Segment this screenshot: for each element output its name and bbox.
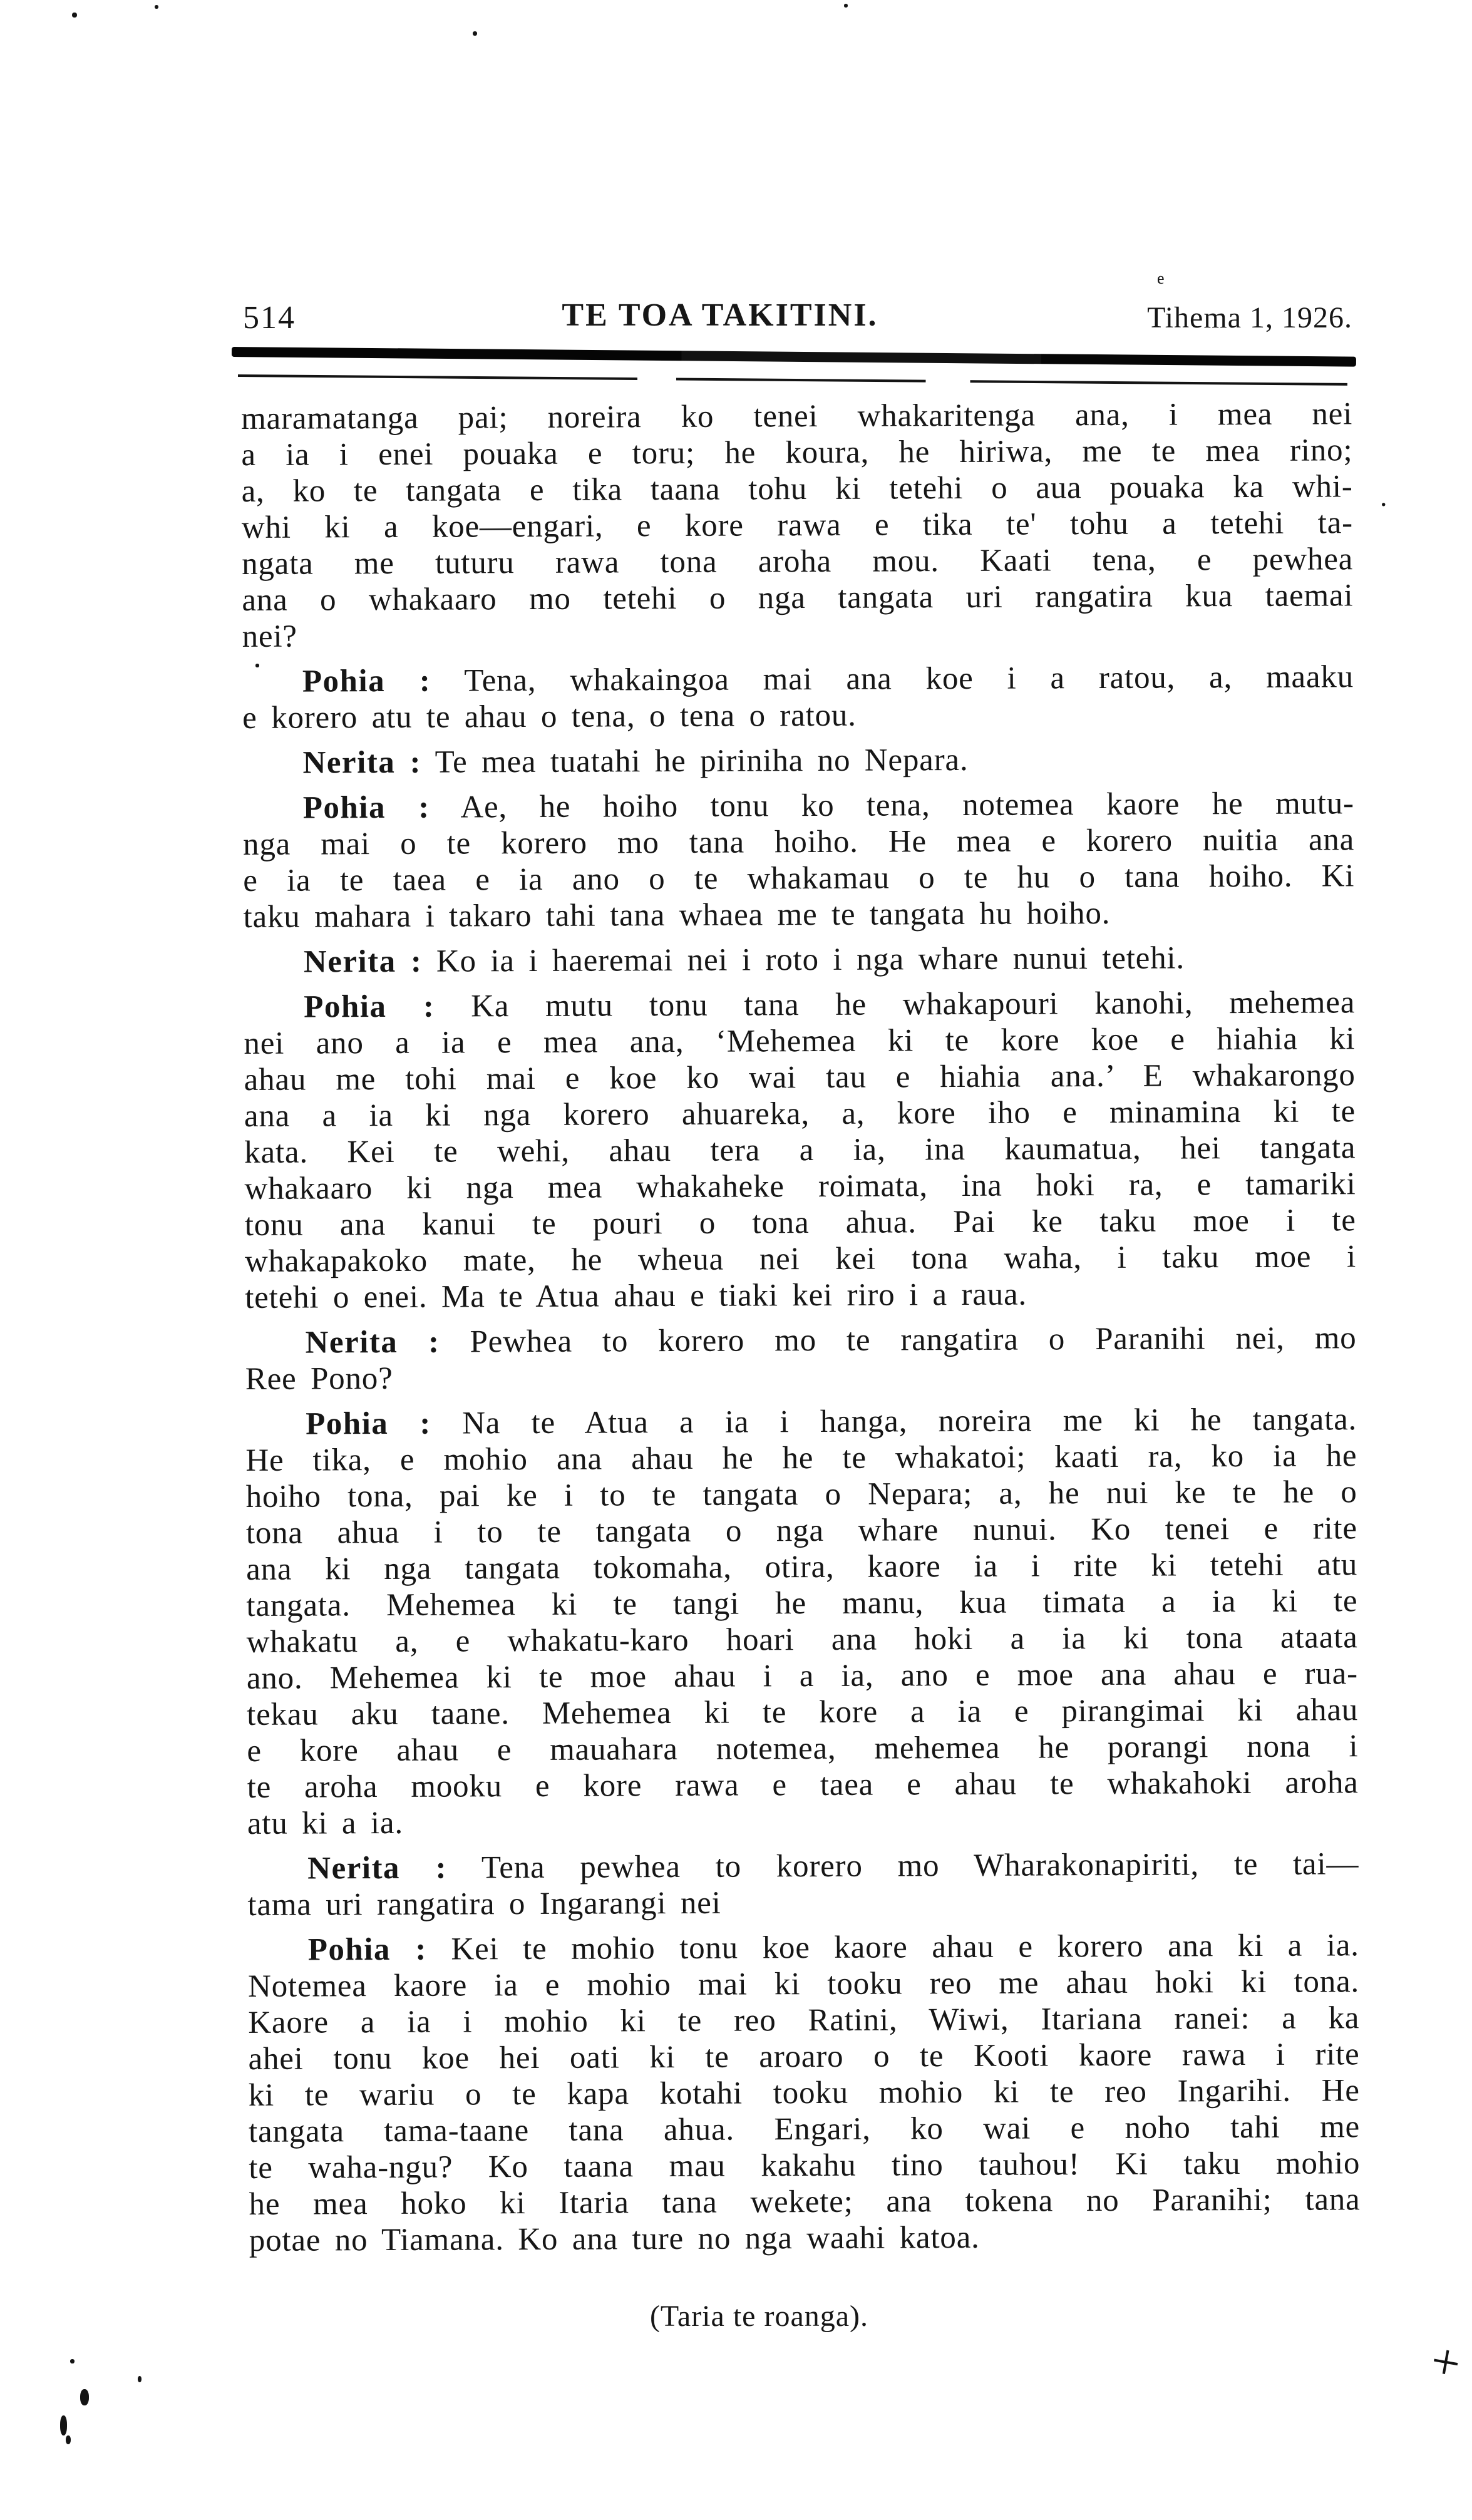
stray-period: . [1380,480,1387,512]
text-line: maramatanga pai; noreira ko tenei whakaritenga ana, i mea nei [241,396,1353,436]
text-line: hoiho tona, pai ke i to te tangata o Nepara; a, he nui ke te he o [245,1474,1357,1515]
text-line: ana o whakaaro mo tetehi o nga tangata uri rangatira kua taemai [242,578,1354,618]
text-line: ano. Mehemea ki te moe ahau i a ia, ano e moe ana ahau e rua- [246,1656,1359,1696]
text-line: Nerita : Pewhea to korero mo te rangatira o Paranihi nei, mo [305,1320,1357,1360]
text-line: whakaaro ki nga mea whakaheke roimata, ina hoki ra, e tamariki [244,1166,1356,1206]
text-line: nei? [242,619,297,654]
stray-letter-e: e [1157,269,1165,287]
header-rule-thick [232,347,1356,367]
speaker-label: Pohia : [302,789,430,826]
speaker-label: Pohia : [307,1931,427,1968]
speaker-label: Nerita : [302,744,422,781]
header-rule-thin [238,374,1347,386]
paragraph [243,785,1355,935]
text-line: Nerita : Ko ia i haeremai nei i roto i nga whare nunui tetehi. [303,940,1185,980]
article-body [241,396,1361,2268]
ink-speck [473,31,477,36]
ink-speck [70,2359,75,2363]
continuation-note: (Taria te roanga). [649,2300,869,2333]
text-line: e korero atu te ahau o tena, o tena o ratou. [242,697,857,736]
text-line: taku mahara i takaro tahi tana whaea me te tangata hu hoiho. [243,895,1111,935]
text-line: nga mai o te korero mo tana hoiho. He mea e korero nuitia ana [242,822,1355,862]
text-line: tetehi o enei. Ma te Atua ahau e tiaki kei riro i a raua. [245,1277,1027,1315]
speaker-label: Nerita : [305,1324,440,1360]
text-line: tona ahua i to te tangata o nga whare nunui. Ko tenei e rite [245,1511,1357,1551]
paragraph [244,939,1355,980]
text-line: tangata. Mehemea ki te tangi he manu, kua timata a ia ki te [246,1583,1358,1623]
text-line: te waha-ngu? Ko taana mau kakahu tino tauhou! Ki taku mohio [249,2146,1361,2186]
text-line: Ree Pono? [245,1360,393,1397]
text-line: whi ki a koe—engari, e kore rawa e tika te' tohu a tetehi ta- [241,505,1353,545]
speaker-label: Pohia : [304,989,435,1025]
text-line: a ia i enei pouaka e toru; he koura, he hiriwa, me te mea rino; [241,433,1353,473]
paragraph [245,1401,1359,1842]
text-line: Pohia : Ka mutu tonu tana he whakapouri kanohi, mehemea [304,985,1356,1025]
text-line: Kaore a ia i mohio ki te reo Ratini, Wiwi, Itariana ranei: a ka [248,2000,1360,2040]
text-line: Notemea kaore ia e mohio mai ki tooku reo me ahau hoki ki tona. [247,1964,1360,2004]
text-line: ana ki nga tangata tokomaha, otira, kaore ia i rite ki tetehi atu [246,1547,1358,1587]
text-line: tekau aku taane. Mehemea ki te kore a ia e pirangimai ki ahau [247,1692,1359,1732]
paragraph [247,1846,1359,1923]
paragraph [245,1320,1356,1397]
text-line: a, ko te tangata e tika taana tohu ki tetehi o aua pouaka ka whi- [241,469,1353,509]
text-line: potae no Tiamana. Ko ana ture no nga waahi katoa. [249,2219,980,2258]
paragraph [244,984,1356,1316]
issue-date: Tihema 1, 1926. [1147,301,1352,334]
ink-speck [60,2415,67,2435]
speaker-label: Nerita : [303,944,423,980]
text-line: e ia te taea e ia ano o te whakamau o te hu o tana hoiho. Ki [243,858,1355,898]
ink-speck [138,2376,142,2382]
text-line: whakatu a, e whakatu-karo hoari ana hoki a ia ki tona ataata [246,1620,1358,1660]
ink-speck [66,2435,71,2444]
text-line: tonu ana kanui te pouri o tona ahua. Pai ke taku moe i te [244,1203,1356,1243]
text-line: Pohia : Ae, he hoiho tonu ko tena, notemea kaore he mutu- [302,786,1354,826]
pen-cross-mark: + [1426,2331,1465,2393]
ink-speck [80,2389,89,2405]
text-line: Nerita : Te mea tuatahi he piriniha no Nepara. [302,742,969,781]
text-line: Nerita : Tena pewhea to korero mo Wharakonapiriti, te tai— [307,1846,1359,1886]
text-line: ki te wariu o te kapa kotahi tooku mohio ki te reo Ingarihi. He [248,2073,1360,2113]
paragraph [242,740,1354,781]
text-line: e kore ahau e mauahara notemea, mehemea he porangi nona i [247,1729,1359,1769]
text-line: Pohia : Kei te mohio tonu koe kaore ahau e korero ana ki a ia. [307,1928,1359,1968]
journal-title: TE TOA TAKITINI. [562,297,878,333]
text-line: ahei tonu koe hei oati ki te aroaro o te Kooti kaore rawa i rite [248,2037,1360,2077]
ink-speck [155,5,158,9]
text-line: kata. Kei te wehi, ahau tera a ia, ina kaumatua, hei tangata [244,1130,1356,1170]
text-line: ahau me tohi mai e koe ko wai tau e hiahia ana.’ E whakarongo [244,1057,1356,1098]
text-line: He tika, e mohio ana ahau he he te whakatoi; kaati ra, ko ia he [245,1438,1357,1478]
paragraph [248,1927,1361,2259]
text-line: tama uri rangatira o Ingarangi nei [247,1885,721,1923]
speaker-label: Pohia : [306,1406,431,1442]
text-line: tangata tama-taane tana ahua. Engari, ko wai e noho tahi me [248,2109,1361,2149]
page-number: 514 [243,300,296,336]
ink-speck [844,4,848,8]
text-line: whakapakoko mate, he wheua nei kei tona waha, i taku moe i [244,1239,1357,1279]
paragraph [242,659,1354,736]
text-line: ngata me tuturu rawa tona aroha mou. Kaati tena, e pewhea [242,542,1354,582]
text-line: he mea hoko ki Itaria tana wekete; ana tokena no Paranihi; tana [249,2182,1361,2222]
text-line: ana a ia ki nga korero ahuareka, a, kore iho e minamina ki te [244,1094,1356,1134]
text-line: nei ano a ia e mea ana, ‘Mehemea ki te kore koe e hiahia ki [244,1021,1356,1061]
text-line: atu ki a ia. [247,1805,404,1841]
speaker-label: Pohia : [302,663,431,699]
speaker-label: Nerita : [307,1850,448,1886]
text-line: Pohia : Tena, whakaingoa mai ana koe i a ratou, a, maaku [302,659,1354,699]
paragraph [241,396,1354,655]
ink-speck [72,13,77,18]
text-line: Pohia : Na te Atua a ia i hanga, noreira me ki he tangata. [306,1402,1357,1442]
text-line: te aroha mooku e kore rawa e taea e ahau te whakahoki aroha [247,1765,1359,1805]
